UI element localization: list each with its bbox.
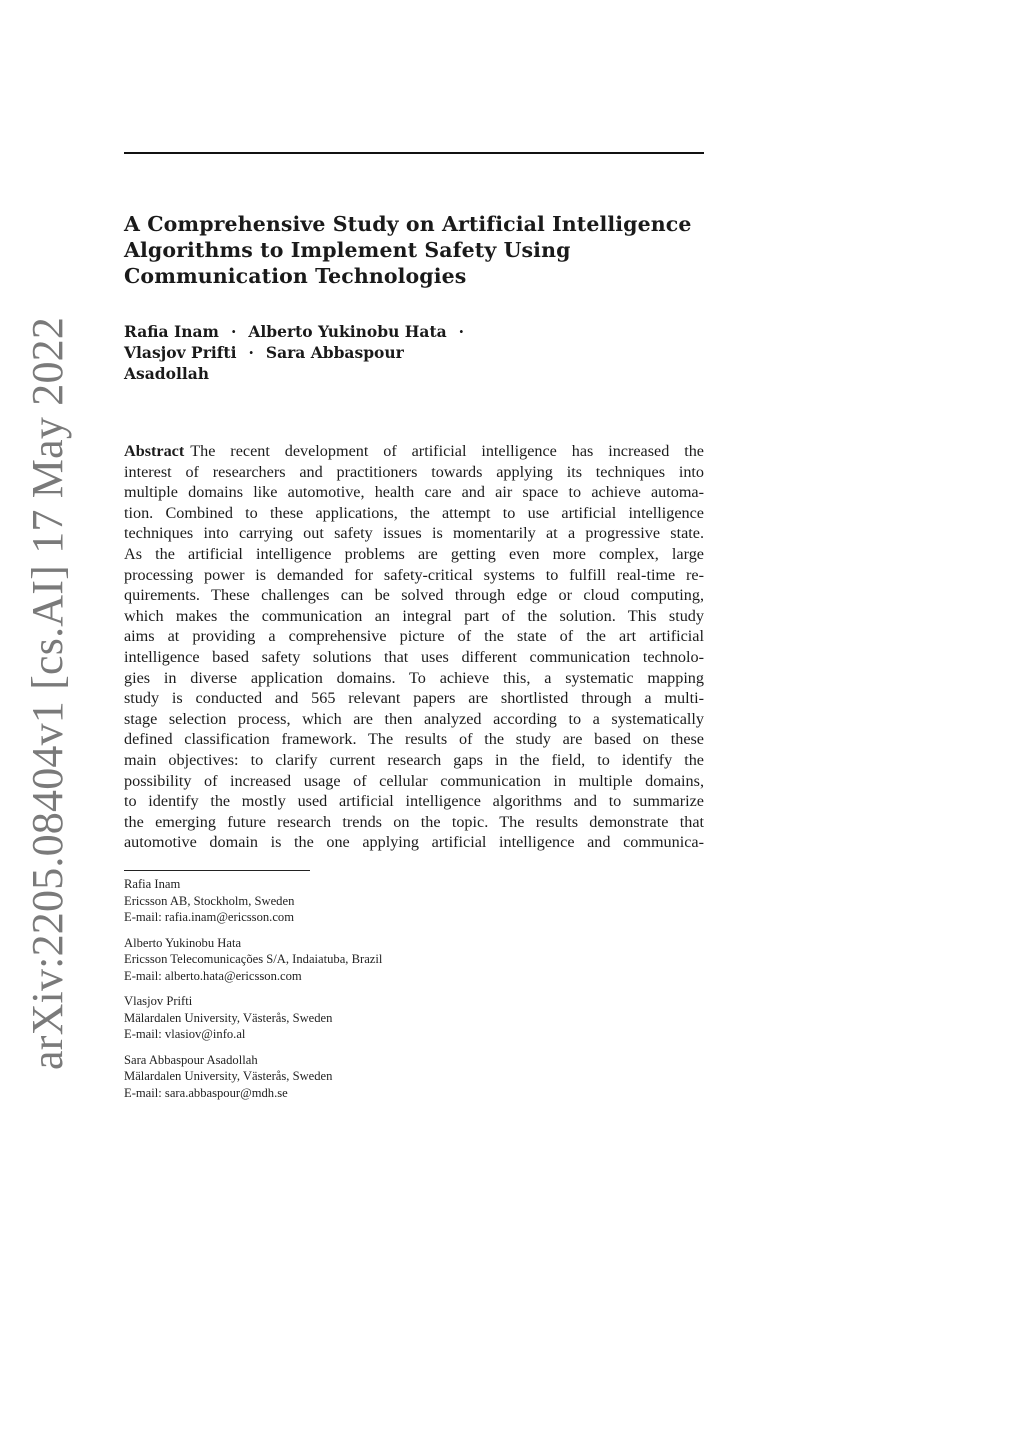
title-line: A Comprehensive Study on Artificial Intelligence xyxy=(124,212,692,236)
abstract-line: processing power is demanded for safety-critical systems to fulfill real-time re- xyxy=(124,565,704,584)
author-line xyxy=(124,342,724,363)
author-separator: · xyxy=(248,343,254,362)
affiliation-name: Sara Abbaspour Asadollah xyxy=(124,1052,258,1067)
abstract-line: main objectives: to clarify current research gaps in the field, to identify the xyxy=(124,750,704,769)
affiliation-org: Ericsson AB, Stockholm, Sweden xyxy=(124,893,295,908)
affiliation-email[interactable]: E-mail: rafia.inam@ericsson.com xyxy=(124,910,295,924)
abstract-line: tion. Combined to these applications, the attempt to use artificial intelligence xyxy=(124,503,704,522)
affiliation-block xyxy=(124,1052,684,1102)
abstract-line: automotive domain is the one applying artificial intelligence and communica- xyxy=(124,833,704,852)
abstract-line: gies in diverse application domains. To achieve this, a systematic mapping xyxy=(124,668,704,687)
abstract xyxy=(124,441,704,853)
affiliation-name: Alberto Yukinobu Hata xyxy=(124,935,242,950)
abstract-line: the emerging future research trends on the topic. The results demonstrate that xyxy=(124,812,704,831)
abstract-label: Abstract xyxy=(124,442,185,460)
author-name: Alberto Yukinobu Hata xyxy=(248,322,447,341)
abstract-line: techniques into carrying out safety issues is momentarily at a progressive state. xyxy=(124,524,704,543)
affiliations xyxy=(124,876,684,1110)
author-separator: · xyxy=(230,322,237,341)
author-name: Vlasjov Prifti xyxy=(124,343,237,362)
arxiv-identifier[interactable]: arXiv:2205.08404v1 [cs.AI] 17 May 2022 xyxy=(23,316,72,1070)
author-list xyxy=(124,321,724,384)
abstract-line: possibility of increased usage of cellular communication in multiple domains, xyxy=(124,771,704,790)
abstract-line: defined classification framework. The results of the study are based on these xyxy=(124,730,704,749)
abstract-line: intelligence based safety solutions that uses different communication technolo- xyxy=(124,647,704,666)
affiliation-email[interactable]: E-mail: alberto.hata@ericsson.com xyxy=(124,968,302,983)
title-line: Communication Technologies xyxy=(124,264,467,288)
abstract-line: aims at providing a comprehensive picture of the state of the art artificial xyxy=(124,627,704,646)
affiliation-email[interactable]: E-mail: sara.abbaspour@mdh.se xyxy=(124,1085,288,1100)
abstract-line: multiple domains like automotive, health care and air space to achieve automa- xyxy=(124,483,704,502)
abstract-line: interest of researchers and practitioners towards applying its techniques into xyxy=(124,462,704,481)
abstract-line: to identify the mostly used artificial intelligence algorithms and to summarize xyxy=(124,792,704,811)
affiliation-name: Rafia Inam xyxy=(124,877,181,891)
author-name: Rafia Inam xyxy=(124,322,219,341)
title-top-rule xyxy=(124,152,704,154)
affiliation-org: Mälardalen University, Västerås, Sweden xyxy=(124,1069,333,1083)
paper-title xyxy=(124,211,724,289)
affiliation-org: Mälardalen University, Västerås, Sweden xyxy=(124,1010,333,1025)
author-separator: · xyxy=(458,322,465,341)
affiliation-name: Vlasjov Prifti xyxy=(124,994,193,1008)
abstract-line xyxy=(124,441,704,462)
abstract-line: study is conducted and 565 relevant papers are shortlisted through a multi- xyxy=(124,689,704,708)
affiliation-email[interactable]: E-mail: vlasiov@info.al xyxy=(124,1027,246,1041)
footnote-rule xyxy=(124,870,310,871)
abstract-line: quirements. These challenges can be solved through edge or cloud computing, xyxy=(124,586,704,605)
abstract-line: stage selection process, which are then analyzed according to a systematically xyxy=(124,709,704,728)
author-line xyxy=(124,363,724,384)
abstract-line: which makes the communication an integral part of the solution. This study xyxy=(124,606,704,625)
author-line xyxy=(124,321,724,342)
author-name: Sara Abbaspour xyxy=(265,343,404,362)
affiliation-block xyxy=(124,876,684,926)
abstract-line: As the artificial intelligence problems are getting even more complex, large xyxy=(124,544,704,563)
abstract-text: The recent development of artificial intelligence has increased the xyxy=(190,442,704,460)
title-line: Algorithms to Implement Safety Using xyxy=(124,238,571,262)
author-name: Asadollah xyxy=(124,364,210,383)
affiliation-org: Ericsson Telecomunicações S/A, Indaiatuba, Brazil xyxy=(124,952,383,966)
affiliation-block xyxy=(124,993,684,1043)
affiliation-block xyxy=(124,935,684,985)
